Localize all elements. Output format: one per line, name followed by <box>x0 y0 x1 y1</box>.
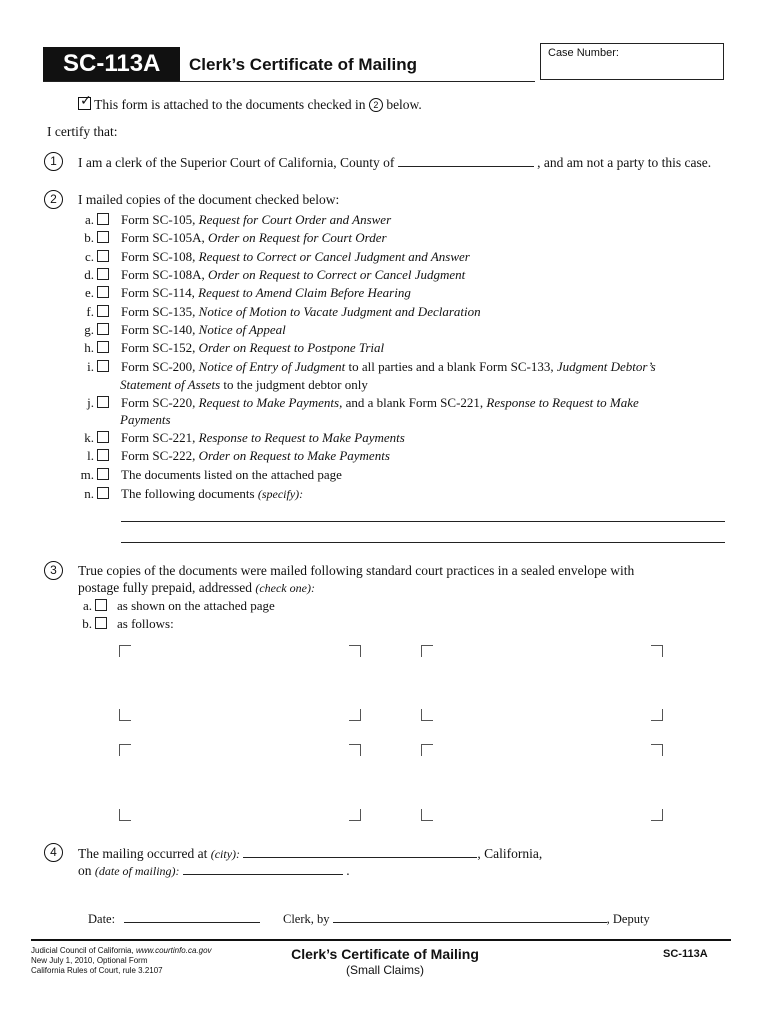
city-field[interactable] <box>243 845 477 858</box>
attached-checkbox[interactable] <box>78 93 92 110</box>
attached-text: This form is attached to the documents checked in <box>94 97 366 112</box>
footer-rule <box>31 939 731 941</box>
doc-form: The documents listed on the attached page <box>121 466 342 482</box>
date-of-mailing-label: (date of mailing): <box>94 864 180 878</box>
doc-title2: Response to Request to Make <box>486 395 639 410</box>
corner-mark <box>349 809 361 821</box>
doc-item <box>78 229 387 247</box>
doc-form: Form SC-221, <box>121 430 196 445</box>
corner-mark <box>651 744 663 756</box>
clerk-label: Clerk, by <box>283 912 330 926</box>
doc-title: Notice of Appeal <box>198 321 286 337</box>
option-text: as follows: <box>117 616 174 631</box>
doc-form: Form SC-135, <box>121 303 196 319</box>
corner-mark <box>421 744 433 756</box>
doc-checkbox[interactable] <box>97 231 109 243</box>
footer-date: New July 1, 2010, Optional Form <box>31 956 148 965</box>
doc-letter: f. <box>86 303 94 319</box>
item-4-line2 <box>78 862 350 879</box>
doc-title: Request to Amend Claim Before Hearing <box>198 285 411 301</box>
doc-letter: i. <box>87 359 94 374</box>
doc-line2-title: Payments <box>120 412 171 427</box>
doc-item <box>78 266 465 284</box>
doc-letter: c. <box>84 248 94 264</box>
doc-form: Form SC-152, <box>121 340 196 356</box>
doc-letter: n. <box>84 486 94 501</box>
doc-title: Order on Request to Postpone Trial <box>198 340 385 356</box>
date-field[interactable] <box>124 910 260 923</box>
doc-item <box>78 321 286 339</box>
doc-letter: b. <box>84 230 94 246</box>
corner-mark <box>119 645 131 657</box>
attached-ref-circle: 2 <box>369 98 383 112</box>
item-4-line1 <box>78 845 542 862</box>
doc-item-n <box>78 485 303 503</box>
option-checkbox[interactable] <box>95 599 107 611</box>
certify-text: I certify that: <box>47 124 118 139</box>
doc-letter: g. <box>84 321 94 337</box>
doc-form: Form SC-105, <box>121 212 196 227</box>
form-id-badge: SC-113A <box>43 47 180 81</box>
case-number-label: Case Number: <box>548 47 619 59</box>
doc-form: Form SC-105A, <box>121 230 205 246</box>
doc-item <box>78 211 391 229</box>
footer-source <box>31 946 212 956</box>
footer-subtitle: (Small Claims) <box>346 963 424 977</box>
doc-item <box>78 284 411 302</box>
doc-form: Form SC-222, <box>121 448 196 464</box>
item-1-text-b: , and am not a party to this case. <box>537 155 712 170</box>
doc-letter: h. <box>84 340 94 356</box>
date-line <box>88 910 260 927</box>
item-1-number: 1 <box>44 152 63 171</box>
california-text: , California, <box>477 846 543 861</box>
doc-item-j <box>78 394 639 412</box>
doc-checkbox[interactable] <box>97 431 109 443</box>
attached-tail: below. <box>386 97 422 112</box>
doc-checkbox[interactable] <box>97 449 109 461</box>
corner-mark <box>349 709 361 721</box>
address-block-3[interactable] <box>119 744 361 821</box>
item-3-line1: True copies of the documents were mailed following standard court practices in a sealed envelope with <box>78 563 635 578</box>
county-field[interactable] <box>398 154 534 167</box>
doc-title: Notice of Entry of Judgment <box>198 359 346 374</box>
city-label: (city): <box>210 847 241 861</box>
doc-n-specify: (specify): <box>257 487 304 501</box>
date-of-mailing-field[interactable] <box>183 862 343 875</box>
doc-form: Form SC-200, <box>121 359 196 374</box>
corner-mark <box>119 744 131 756</box>
doc-item <box>78 466 342 484</box>
doc-title: Notice of Motion to Vacate Judgment and Declaration <box>198 303 481 319</box>
address-block-1[interactable] <box>119 645 361 721</box>
footer-site: www.courtinfo.ca.gov <box>135 946 212 955</box>
doc-letter: m. <box>80 466 94 482</box>
doc-item-i <box>78 358 656 376</box>
doc-item-j-line2 <box>120 411 171 429</box>
doc-checkbox[interactable] <box>97 213 109 225</box>
doc-checkbox[interactable] <box>97 487 109 499</box>
corner-mark <box>119 809 131 821</box>
doc-title2: Judgment Debtor’s <box>556 359 656 374</box>
item-1-text-a: I am a clerk of the Superior Court of California, County of <box>78 155 395 170</box>
footer-form-id: SC-113A <box>663 948 708 960</box>
item-4-text-a: The mailing occurred at <box>78 846 208 861</box>
specify-line-2[interactable] <box>121 542 725 543</box>
doc-form: Form SC-108A, <box>121 266 205 282</box>
doc-title: Request to Correct or Cancel Judgment and Answer <box>198 248 470 264</box>
doc-n-text: The following documents <box>121 486 255 501</box>
doc-item <box>78 447 390 465</box>
option-letter: a. <box>82 598 92 613</box>
doc-checkbox[interactable] <box>97 268 109 280</box>
doc-checkbox[interactable] <box>97 341 109 353</box>
doc-letter: a. <box>84 212 94 227</box>
check-one-text: (check one): <box>255 581 315 595</box>
deputy-label: , Deputy <box>606 912 650 926</box>
option-letter: b. <box>82 616 92 631</box>
corner-mark <box>651 809 663 821</box>
doc-title: Response to Request to Make Payments <box>198 430 405 445</box>
doc-form: Form SC-114, <box>121 285 195 301</box>
item-2-number: 2 <box>44 190 63 209</box>
date-label: Date: <box>88 912 116 926</box>
doc-item <box>78 303 481 321</box>
doc-title: Request to Make Payments, <box>198 395 343 410</box>
clerk-line <box>283 910 650 927</box>
option-text: as shown on the attached page <box>117 598 275 613</box>
doc-letter: j. <box>87 395 94 410</box>
corner-mark <box>349 645 361 657</box>
checkmark-icon: ✓ <box>80 93 92 109</box>
footer-title: Clerk’s Certificate of Mailing <box>291 946 479 962</box>
doc-checkbox[interactable] <box>97 323 109 335</box>
doc-checkbox[interactable] <box>97 360 109 372</box>
case-number-box[interactable] <box>540 43 724 80</box>
address-block-2[interactable] <box>421 645 663 721</box>
doc-item <box>78 248 470 266</box>
item-3-number: 3 <box>44 561 63 580</box>
doc-letter: k. <box>84 430 94 445</box>
doc-title: Request for Court Order and Answer <box>198 212 392 227</box>
doc-item <box>78 429 405 447</box>
doc-line2-tail: to the judgment debtor only <box>223 377 368 392</box>
attached-line <box>78 93 422 113</box>
item-3-line2 <box>78 580 315 596</box>
option-checkbox[interactable] <box>95 617 107 629</box>
doc-checkbox[interactable] <box>97 396 109 408</box>
corner-mark <box>651 709 663 721</box>
doc-checkbox[interactable] <box>97 286 109 298</box>
doc-title: Order on Request to Correct or Cancel Judgment <box>208 266 466 282</box>
corner-mark <box>421 809 433 821</box>
address-block-4[interactable] <box>421 744 663 821</box>
header-rule <box>43 81 535 82</box>
item-2-heading: I mailed copies of the document checked below: <box>78 192 340 207</box>
doc-form: Form SC-220, <box>121 395 196 410</box>
doc-title: Order on Request for Court Order <box>208 230 387 246</box>
corner-mark <box>119 709 131 721</box>
doc-mid: to all parties and a blank Form SC-133, <box>348 359 554 374</box>
corner-mark <box>349 744 361 756</box>
doc-checkbox[interactable] <box>97 250 109 262</box>
doc-title: Order on Request to Make Payments <box>198 448 390 464</box>
item-1-line <box>78 154 711 171</box>
doc-form: Form SC-108, <box>121 248 196 264</box>
period-text: . <box>346 863 350 878</box>
doc-item <box>78 339 384 357</box>
footer-left <box>31 946 212 976</box>
doc-form: Form SC-140, <box>121 321 196 337</box>
address-option-a <box>76 597 275 615</box>
doc-checkbox[interactable] <box>97 305 109 317</box>
doc-checkbox[interactable] <box>97 468 109 480</box>
form-title: Clerk’s Certificate of Mailing <box>189 55 417 74</box>
on-text: on <box>78 863 92 878</box>
footer-rule-text: California Rules of Court, rule 3.2107 <box>31 966 163 975</box>
specify-line-1[interactable] <box>121 521 725 522</box>
doc-line2-title: Statement of Assets <box>120 377 221 392</box>
item-4-number: 4 <box>44 843 63 862</box>
address-option-b <box>76 615 174 633</box>
corner-mark <box>651 645 663 657</box>
item-3-line2-text: postage fully prepaid, addressed <box>78 580 252 595</box>
clerk-signature-field[interactable] <box>333 910 607 923</box>
doc-letter: e. <box>84 285 94 301</box>
doc-item-i-line2 <box>120 376 368 394</box>
doc-letter: l. <box>87 448 94 464</box>
doc-letter: d. <box>84 266 94 282</box>
corner-mark <box>421 645 433 657</box>
corner-mark <box>421 709 433 721</box>
doc-mid: and a blank Form SC-221, <box>345 395 484 410</box>
footer-council: Judicial Council of California, <box>31 946 134 955</box>
